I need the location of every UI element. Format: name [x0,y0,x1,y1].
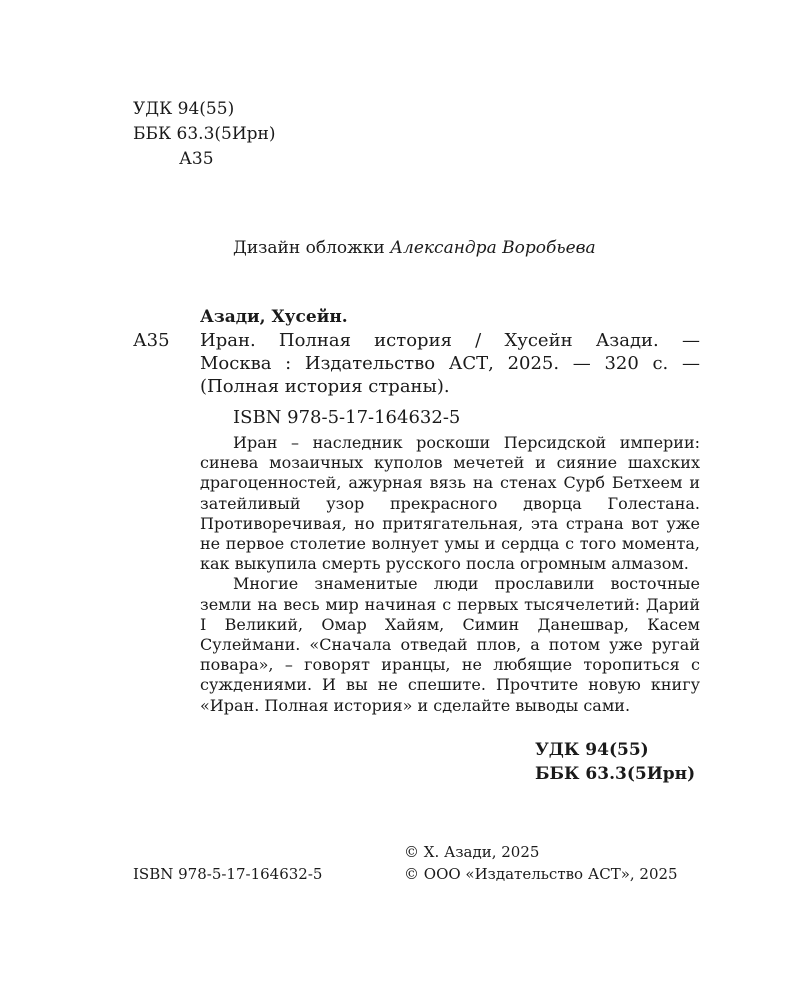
title-word: Азади. [595,330,659,351]
bbk-code: ББК 63.3(5Ирн) [535,764,696,784]
bbk-code: ББК 63.3(5Ирн) [133,124,276,144]
catalog-title-line [200,376,700,399]
series-name: (Полная история страны). [200,376,450,397]
udk-code: УДК 94(55) [133,99,235,119]
title-word: — [572,353,591,374]
title-word: Полная [278,330,351,351]
annotation-paragraph: Многие знаменитые люди прославили восточные земли на весь мир начиная с первых тысячелетий: Дарий I Великий, Омар Хайям, Симин Данешвар, Касем Сулеймани. «Сначала отведай плов, а потом уже ругай повара», – говорят иранцы, не любящие торопиться с суждениями. И вы не спешите. Прочтите новую книгу «Иран. Полная история» и сделайте выводы сами. [200,574,700,715]
title-word: — [681,353,700,374]
copyright-author: © Х. Азади, 2025 [404,843,540,861]
title-word: 320 [604,353,639,374]
title-word: Иран. [200,330,256,351]
annotation-paragraph: Иран – наследник роскоши Персидской империи: синева мозаичных куполов мечетей и сияние шахских драгоценностей, ажурная вязь на стенах Сурб Бетхеем и затейливый узор прекрасного дворца Голестана. Противоречивая, но притягательная, эта страна вот уже не первое столетие волнует умы и сердца с того момента, как выкупила смерть русского посла огромным алмазом. [200,433,700,574]
udk-code: УДК 94(55) [535,740,649,760]
catalog-title-line [200,353,700,376]
copyright-publisher: © ООО «Издательство АСТ», 2025 [404,865,678,883]
title-word: АСТ, [448,353,494,374]
title-word: с. [652,353,669,374]
isbn-footer: ISBN 978-5-17-164632-5 [133,865,323,883]
title-word: 2025. [507,353,560,374]
title-word: Издательство [304,353,436,374]
catalog-title [200,330,700,399]
title-word: Хусейн [504,330,573,351]
designer-name: Александра Воробьева [390,238,596,258]
catalog-author: Азади, Хусейн. [200,307,348,327]
design-credit [233,238,596,259]
classification-block [133,99,276,174]
isbn-main: ISBN 978-5-17-164632-5 [233,407,461,428]
catalog-title-line [200,330,700,353]
design-credit-prefix: Дизайн обложки [233,238,391,258]
title-word: история [374,330,452,351]
title-word: : [285,353,292,374]
title-word: — [682,330,700,351]
title-word: Москва [200,353,272,374]
bottom-classification [535,740,695,788]
copyright-block [404,843,678,887]
author-mark: А35 [179,149,214,169]
annotation [200,433,700,716]
title-word: / [475,330,482,351]
catalog-code: А35 [133,330,170,351]
